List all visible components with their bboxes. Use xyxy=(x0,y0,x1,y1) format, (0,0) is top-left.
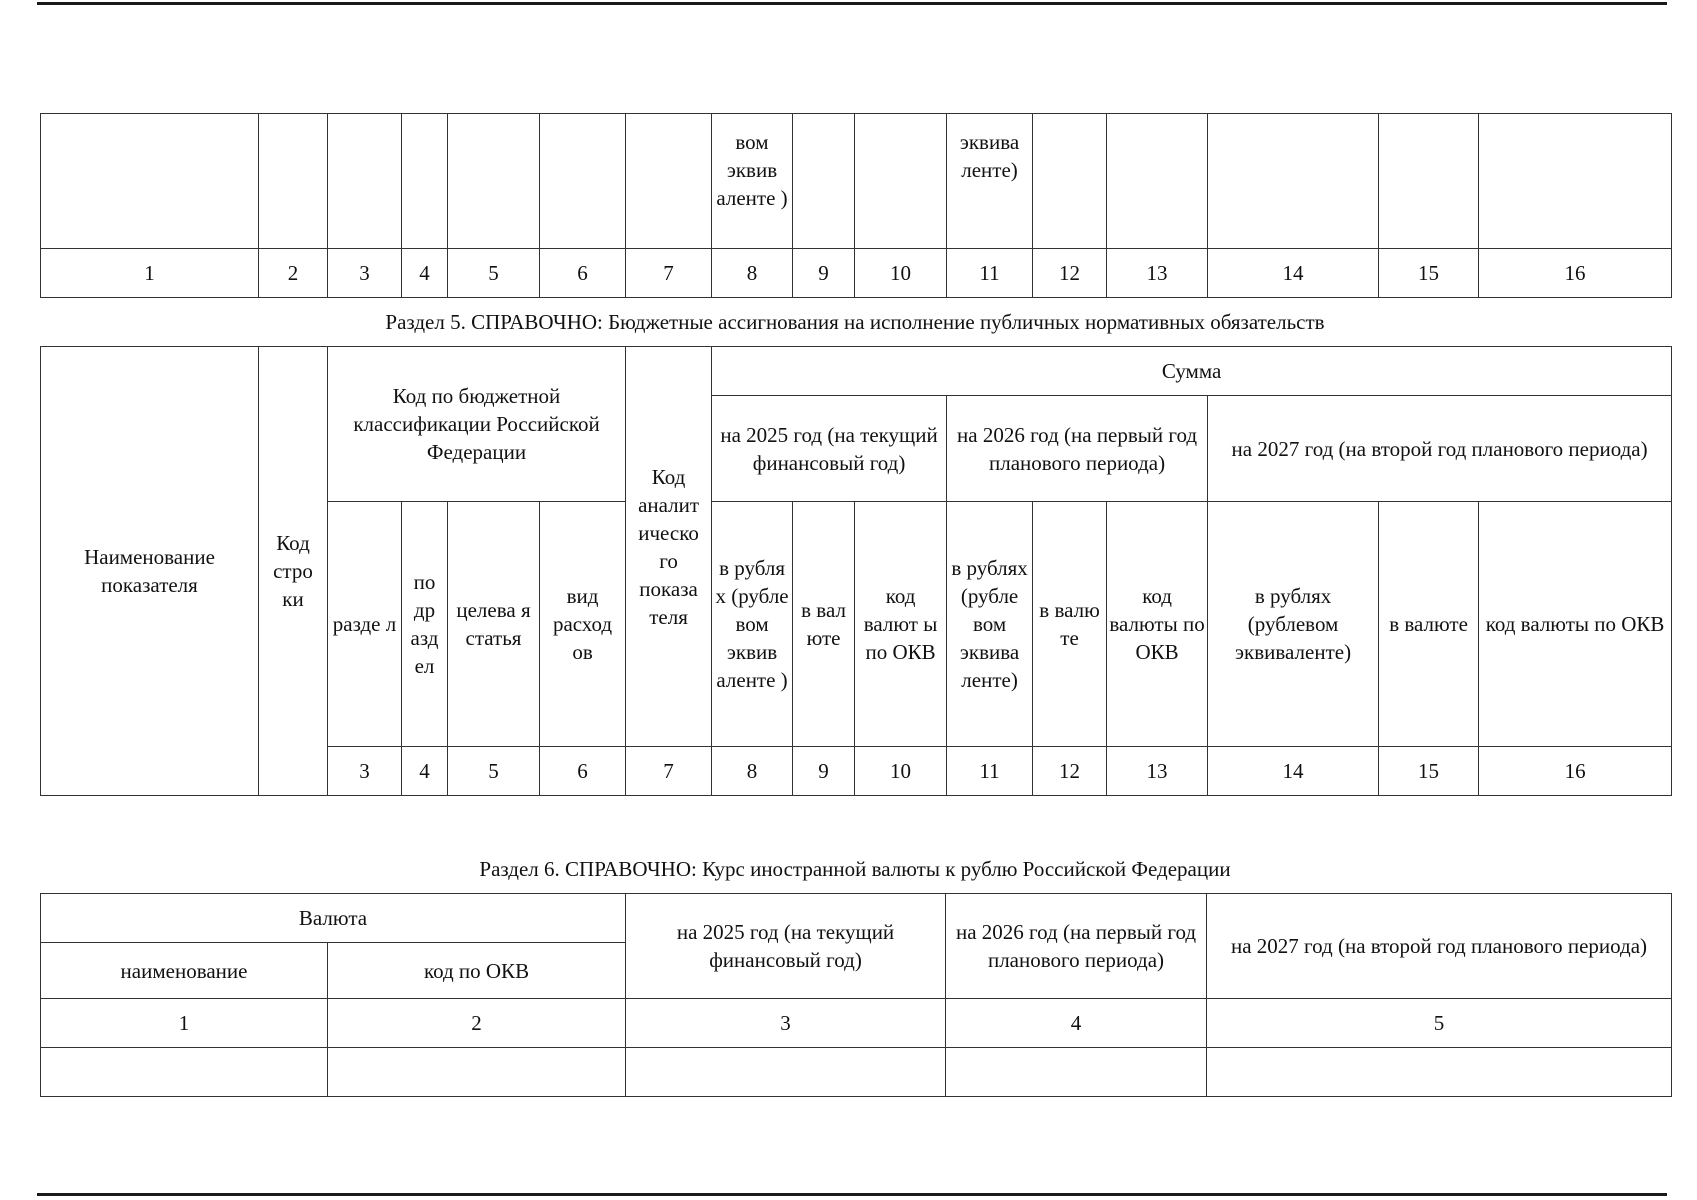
header-2026-currency: в валю те xyxy=(1033,502,1107,747)
cell-rub-equivalent-2025: вом эквив аленте ) xyxy=(712,114,793,249)
cell xyxy=(41,114,259,249)
column-number: 15 xyxy=(1379,249,1479,298)
column-number: 11 xyxy=(947,747,1033,796)
column-number: 8 xyxy=(712,747,793,796)
column-number: 7 xyxy=(626,747,712,796)
s6-header-year-2026: на 2026 год (на первый год планового периода) xyxy=(946,894,1207,999)
header-2025-currency: в вал юте xyxy=(793,502,855,747)
s6-header-row-1 xyxy=(41,894,1672,943)
header-row-1 xyxy=(41,347,1672,396)
column-number: 14 xyxy=(1208,249,1379,298)
column-number: 4 xyxy=(402,249,448,298)
empty-cell xyxy=(1207,1048,1672,1097)
column-number: 13 xyxy=(1107,249,1208,298)
header-row-code: Код стро ки xyxy=(259,347,328,796)
column-number: 4 xyxy=(946,999,1207,1048)
header-year-2025: на 2025 год (на текущий финансовый год) xyxy=(712,396,947,502)
header-2027-rubles: в рублях (рублевом эквиваленте) xyxy=(1208,502,1379,747)
cell xyxy=(855,114,947,249)
column-number: 5 xyxy=(448,747,540,796)
s6-header-currency: Валюта xyxy=(41,894,626,943)
cell xyxy=(626,114,712,249)
column-number: 3 xyxy=(626,999,946,1048)
header-indicator-name: Наименование показателя xyxy=(41,347,259,796)
s6-header-year-2027: на 2027 год (на второй год планового периода) xyxy=(1207,894,1672,999)
column-number: 16 xyxy=(1479,747,1672,796)
cell xyxy=(1033,114,1107,249)
column-number: 3 xyxy=(328,747,402,796)
section-5-title: Раздел 5. СПРАВОЧНО: Бюджетные ассигнования на исполнение публичных нормативных обязательств xyxy=(385,310,1325,334)
cell xyxy=(402,114,448,249)
column-number: 16 xyxy=(1479,249,1672,298)
column-number: 3 xyxy=(328,249,402,298)
cell xyxy=(540,114,626,249)
s6-empty-data-row xyxy=(41,1048,1672,1097)
header-sum: Сумма xyxy=(712,347,1672,396)
cell xyxy=(793,114,855,249)
cell xyxy=(1208,114,1379,249)
column-number: 1 xyxy=(41,249,259,298)
section-6-title: Раздел 6. СПРАВОЧНО: Курс иностранной валюты к рублю Российской Федерации xyxy=(479,857,1231,881)
column-number: 8 xyxy=(712,249,793,298)
column-number: 15 xyxy=(1379,747,1479,796)
bottom-rule xyxy=(37,1193,1667,1196)
column-number: 2 xyxy=(328,999,626,1048)
empty-cell xyxy=(626,1048,946,1097)
s6-header-year-2025: на 2025 год (на текущий финансовый год) xyxy=(626,894,946,999)
header-target-item: целева я статья xyxy=(448,502,540,747)
column-number: 6 xyxy=(540,249,626,298)
s6-column-number-row xyxy=(41,999,1672,1048)
header-section: разде л xyxy=(328,502,402,747)
header-subsection: по др азд ел xyxy=(402,502,448,747)
header-2025-rubles: в рубля х (рубле вом эквив аленте ) xyxy=(712,502,793,747)
column-number: 13 xyxy=(1107,747,1208,796)
header-2026-okv: код валюты по ОКВ xyxy=(1107,502,1208,747)
cell xyxy=(328,114,402,249)
column-number-row xyxy=(41,249,1672,298)
column-number: 6 xyxy=(540,747,626,796)
section-6-table xyxy=(40,893,1672,1097)
column-number: 9 xyxy=(793,747,855,796)
column-number: 12 xyxy=(1033,747,1107,796)
column-number: 11 xyxy=(947,249,1033,298)
header-2025-okv: код валют ы по ОКВ xyxy=(855,502,947,747)
cell xyxy=(259,114,328,249)
empty-cell xyxy=(328,1048,626,1097)
column-number: 1 xyxy=(41,999,328,1048)
empty-cell xyxy=(41,1048,328,1097)
cell xyxy=(1479,114,1672,249)
column-number: 9 xyxy=(793,249,855,298)
header-analytic-code: Код аналит ическо го показа теля xyxy=(626,347,712,747)
column-number: 5 xyxy=(1207,999,1672,1048)
header-year-2026: на 2026 год (на первый год планового периода) xyxy=(947,396,1208,502)
header-budget-classification: Код по бюджетной классификации Российской Федерации xyxy=(328,347,626,502)
header-2027-currency: в валюте xyxy=(1379,502,1479,747)
cell xyxy=(448,114,540,249)
continuation-table xyxy=(40,113,1672,298)
column-number: 4 xyxy=(402,747,448,796)
cell xyxy=(1379,114,1479,249)
column-number: 10 xyxy=(855,249,947,298)
s6-header-name: наименование xyxy=(41,943,328,999)
top-rule xyxy=(37,2,1667,5)
column-number: 7 xyxy=(626,249,712,298)
header-2027-okv: код валюты по ОКВ xyxy=(1479,502,1672,747)
cell xyxy=(1107,114,1208,249)
section-5-table xyxy=(40,346,1672,796)
empty-cell xyxy=(946,1048,1207,1097)
continuation-header-row xyxy=(41,114,1672,249)
column-number: 2 xyxy=(259,249,328,298)
column-number: 10 xyxy=(855,747,947,796)
column-number: 12 xyxy=(1033,249,1107,298)
s6-header-okv-code: код по ОКВ xyxy=(328,943,626,999)
column-number: 14 xyxy=(1208,747,1379,796)
column-number: 5 xyxy=(448,249,540,298)
header-year-2027: на 2027 год (на второй год планового периода) xyxy=(1208,396,1672,502)
cell-rub-equivalent-2026: эквива ленте) xyxy=(947,114,1033,249)
header-2026-rubles: в рублях (рубле вом эквива ленте) xyxy=(947,502,1033,747)
header-expense-type: вид расход ов xyxy=(540,502,626,747)
